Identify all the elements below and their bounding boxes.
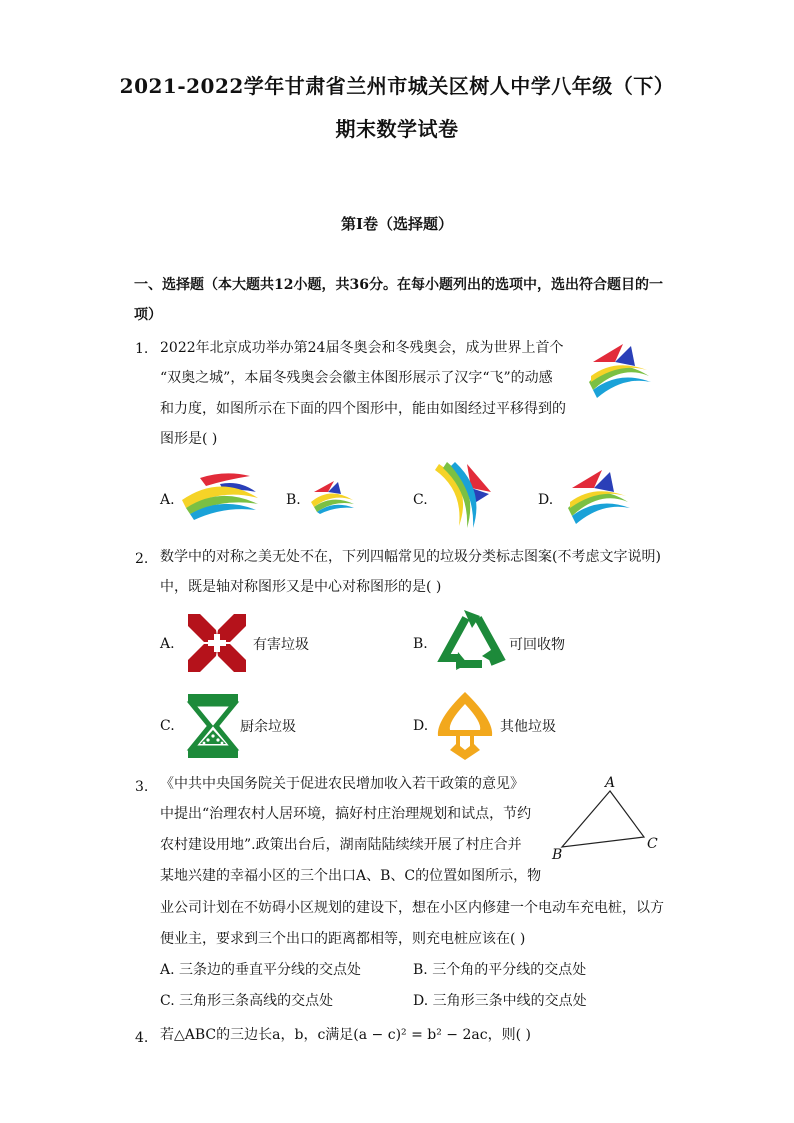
section-title: 第Ⅰ卷（选择题） bbox=[340, 215, 454, 233]
q3-vertex-c: C bbox=[647, 836, 658, 852]
q2-option-d[interactable]: D. bbox=[413, 718, 429, 734]
q3-line4: 某地兴建的幸福小区的三个出口A、B、C的位置如图所示，物 bbox=[160, 868, 542, 884]
q2-other-waste-icon bbox=[434, 690, 496, 762]
q3-number: 3. bbox=[135, 779, 149, 795]
q4-line: 若△ABC的三边长a，b，c满足(a − c)² = b² − 2ac，则( ) bbox=[160, 1027, 531, 1043]
q1-emblem-figure bbox=[585, 340, 655, 400]
q3-line1: 《中共中央国务院关于促进农民增加收入若干政策的意见》 bbox=[160, 776, 524, 792]
q4-number: 4. bbox=[135, 1030, 149, 1046]
part-instructions-line1: 一、选择题（本大题共12小题，共36分。在每小题列出的选项中，选出符合题目的一 bbox=[134, 277, 663, 293]
q2-line1: 数学中的对称之美无处不在，下列四幅常见的垃圾分类标志图案(不考虑文字说明) bbox=[160, 549, 661, 565]
q3-option-a[interactable]: A. 三条边的垂直平分线的交点处 bbox=[160, 962, 362, 978]
q3-option-b[interactable]: B. 三个角的平分线的交点处 bbox=[413, 962, 587, 978]
q1-option-d[interactable]: D. bbox=[538, 492, 554, 508]
q2-line2: 中，既是轴对称图形又是中心对称图形的是( ) bbox=[160, 579, 442, 595]
q1-line1: 2022年北京成功举办第24届冬奥会和冬残奥会，成为世界上首个 bbox=[160, 340, 564, 356]
q2-number: 2. bbox=[135, 551, 149, 567]
q2-kitchen-waste-icon bbox=[186, 692, 240, 760]
q1-option-c-figure bbox=[433, 460, 498, 530]
q1-line3: 和力度，如图所示在下面的四个图形中，能由如图经过平移得到的 bbox=[160, 401, 566, 417]
q2-option-c-label: 厨余垃圾 bbox=[240, 719, 296, 735]
q3-vertex-a: A bbox=[605, 775, 616, 791]
q1-line2: “双奥之城”，本届冬残奥会会徽主体图形展示了汉字“飞”的动感 bbox=[160, 370, 553, 386]
q1-option-b-figure bbox=[308, 478, 356, 514]
q2-recyclable-icon bbox=[438, 608, 506, 672]
q1-option-d-figure bbox=[564, 466, 634, 526]
exam-title-line1: 2021-2022学年甘肃省兰州市城关区树人中学八年级（下） bbox=[119, 74, 675, 98]
q1-option-a-figure bbox=[180, 470, 260, 520]
q3-line6: 便业主，要求到三个出口的距离都相等，则充电桩应该在( ) bbox=[160, 931, 526, 947]
q2-option-d-label: 其他垃圾 bbox=[500, 719, 556, 735]
q1-option-b[interactable]: B. bbox=[286, 492, 301, 508]
exam-title-line2: 期末数学试卷 bbox=[335, 117, 459, 141]
q3-line2: 中提出“治理农村人居环境，搞好村庄治理规划和试点，节约 bbox=[160, 806, 532, 822]
q3-vertex-b: B bbox=[552, 847, 563, 863]
part-instructions-line2: 项） bbox=[134, 307, 162, 323]
q1-line4: 图形是( ) bbox=[160, 431, 218, 447]
q2-option-c[interactable]: C. bbox=[160, 718, 175, 734]
q3-option-c[interactable]: C. 三角形三条高线的交点处 bbox=[160, 993, 334, 1009]
q3-line3: 农村建设用地”.政策出台后，湖南陆陆续续开展了村庄合并 bbox=[160, 837, 522, 853]
q3-option-d[interactable]: D. 三角形三条中线的交点处 bbox=[413, 993, 587, 1009]
q2-option-a-label: 有害垃圾 bbox=[253, 637, 309, 653]
q3-line5: 业公司计划在不妨碍小区规划的建设下，想在小区内修建一个电动车充电桩，以方 bbox=[160, 900, 664, 916]
q1-number: 1. bbox=[135, 341, 149, 357]
q3-triangle-figure bbox=[548, 775, 660, 865]
q1-option-a[interactable]: A. bbox=[160, 492, 175, 508]
q2-option-a[interactable]: A. bbox=[160, 636, 175, 652]
q1-option-c[interactable]: C. bbox=[413, 492, 428, 508]
q2-option-b[interactable]: B. bbox=[413, 636, 428, 652]
q2-option-b-label: 可回收物 bbox=[509, 637, 565, 653]
q2-harmful-waste-icon bbox=[186, 612, 248, 674]
